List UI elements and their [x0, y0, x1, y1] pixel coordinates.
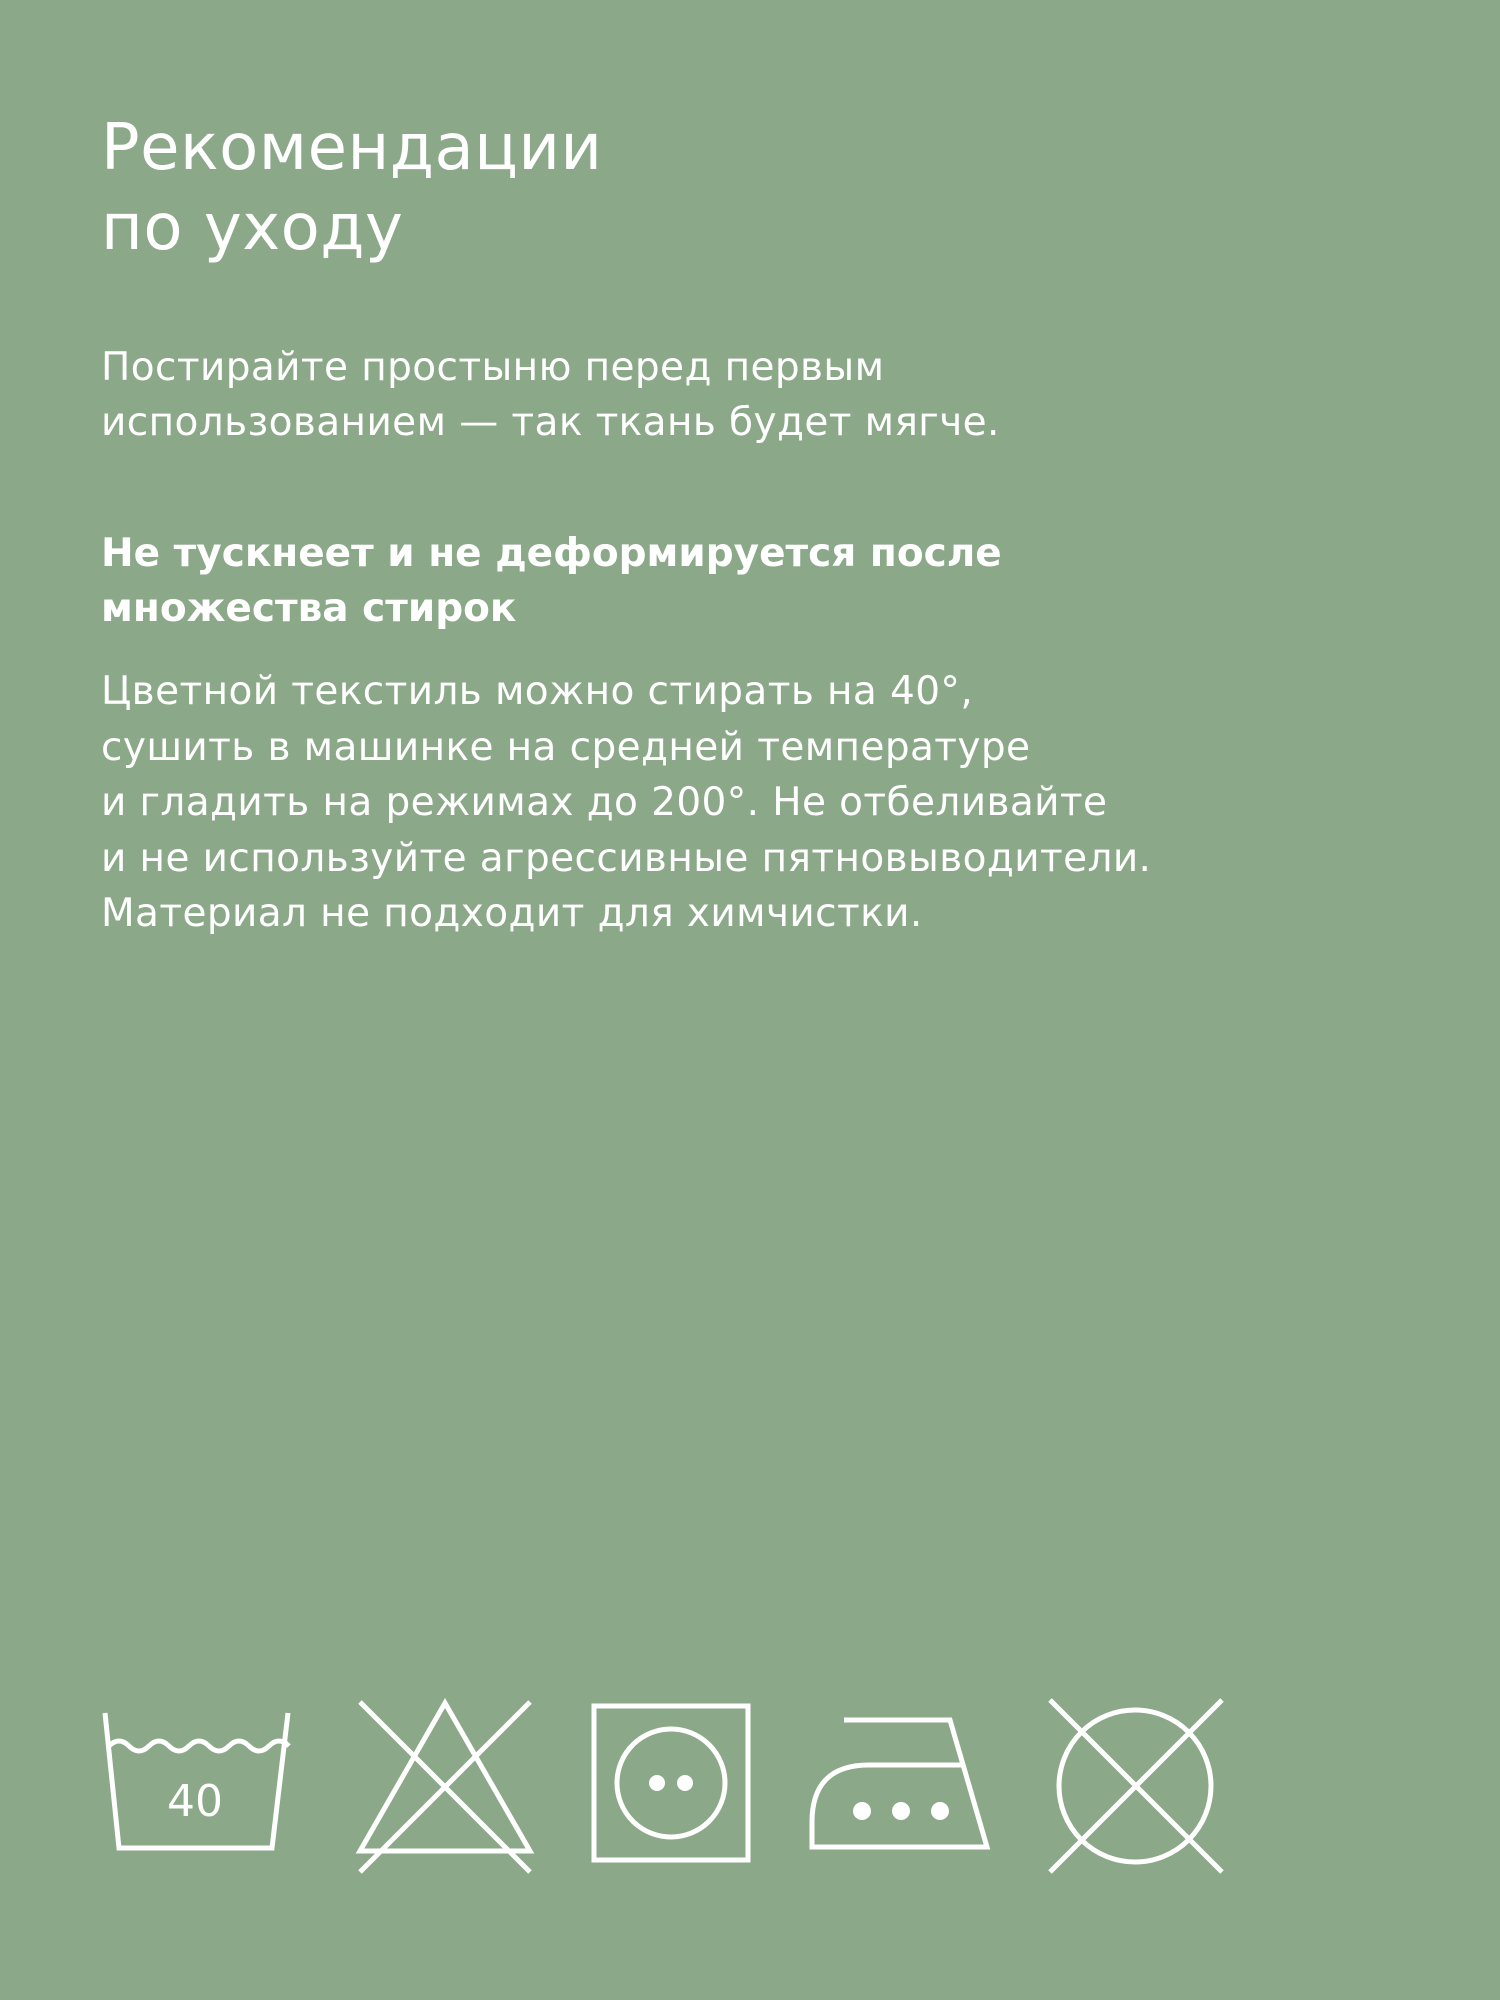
wash-temperature-label: 40: [167, 1776, 223, 1827]
tumble-dry-medium-icon: [591, 1703, 751, 1863]
page-title: Рекомендации по уходу: [101, 111, 603, 265]
iron-dot-icon: [931, 1802, 949, 1820]
iron-dot-icon: [853, 1802, 871, 1820]
dry-dot-icon: [677, 1775, 693, 1791]
dry-dot-icon: [649, 1775, 665, 1791]
no-bleach-icon: [355, 1697, 535, 1877]
intro-text: Постирайте простыню перед первым использованием — так ткань будет мягче.: [101, 345, 1000, 445]
iron-dot-icon: [892, 1802, 910, 1820]
no-dry-clean-icon: [1046, 1696, 1226, 1876]
wash-40-icon: [100, 1708, 300, 1854]
iron-high-icon: [809, 1717, 993, 1852]
care-instructions-text: Цветной текстиль можно стирать на 40°, сушить в машинке на средней температуре и гладить на режимах до 200°. Не отбеливайте и не используйте агрессивные пятновыводители. Материал не подходит для химчистки.: [101, 669, 1152, 936]
durability-heading: Не тускнеет и не деформируется после множества стирок: [101, 531, 1002, 631]
